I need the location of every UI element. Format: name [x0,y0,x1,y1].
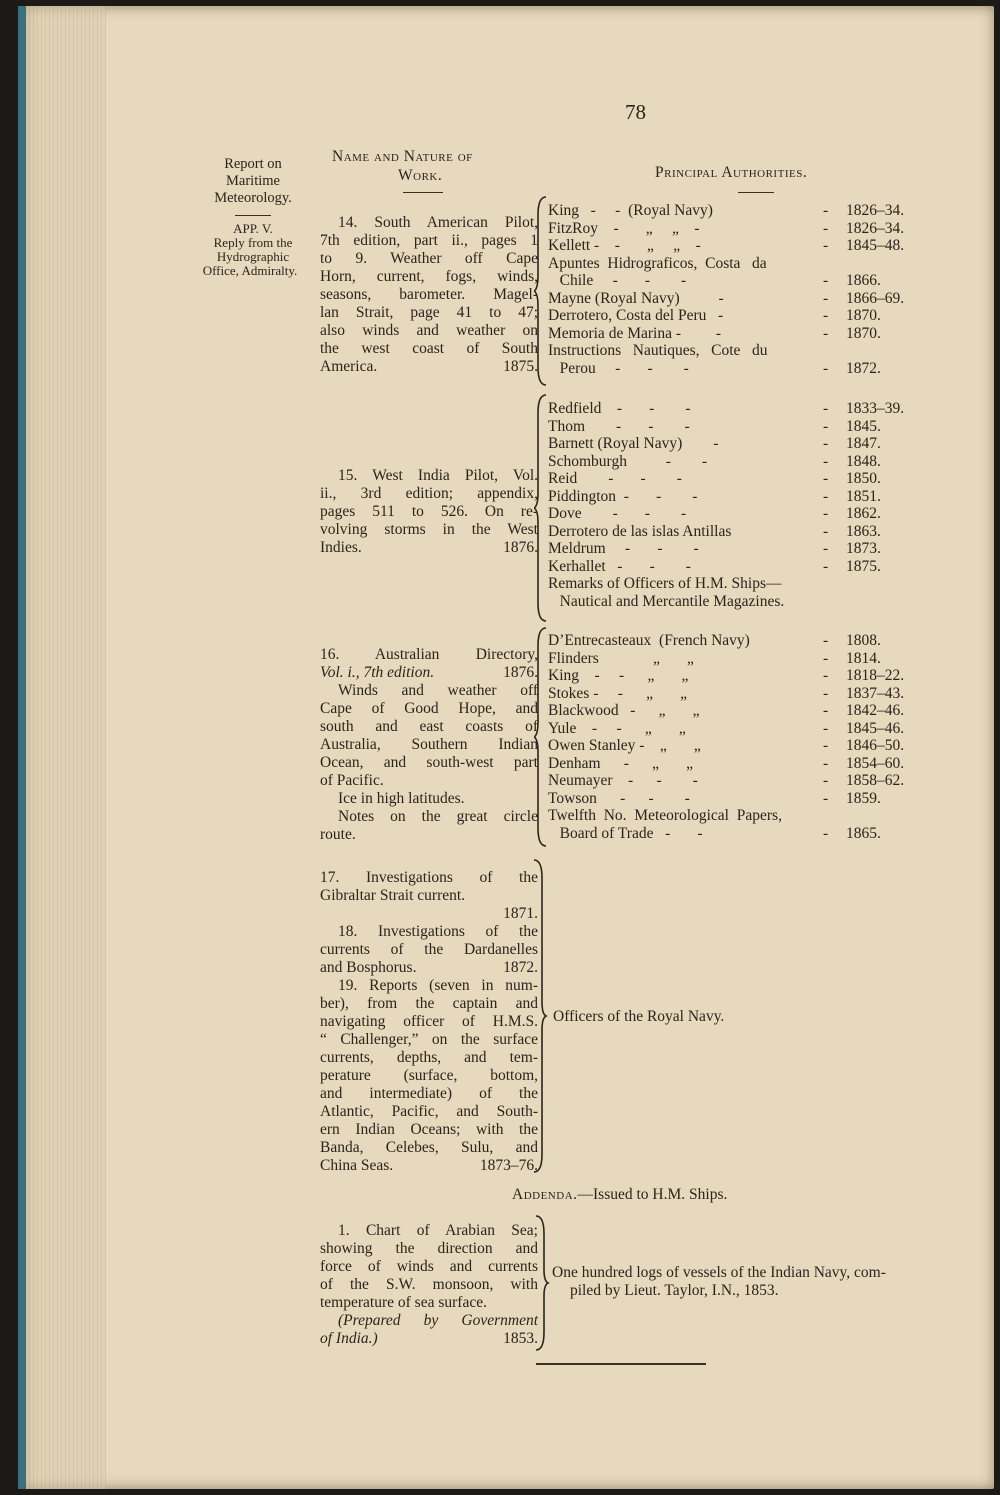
authority-row [548,720,918,738]
brace-addenda [534,1214,550,1352]
margin-app: APP. V. [233,221,273,236]
authority-dash: - [823,789,829,807]
authority-dash: - [823,307,829,324]
authority-row [548,360,918,378]
entry-16-line: Vol. i., 7th edition. [320,664,435,681]
authority-year: 1845. [846,417,881,435]
authority-dash: - [823,737,829,754]
authority-row [548,807,918,825]
text-line: 19. Reports (seven in num- [338,977,538,994]
authority-year: 1814. [846,649,881,667]
authority-dash: - [823,417,829,435]
authority-dash: - [823,719,829,737]
authority-row [548,272,918,290]
addenda-right-line2: piled by Lieut. Taylor, I.N., 1853. [570,1282,779,1299]
authority-dash: - [823,522,829,540]
addenda-entry [320,1222,538,1348]
entry-14 [320,214,538,376]
authority-name: Schomburgh - - [548,452,708,470]
authority-year: 1845–48. [846,237,905,254]
text-line: ii., 3rd edition; appendix, [320,485,538,502]
authority-year: 1866. [846,272,881,289]
authority-dash: - [823,289,829,307]
authority-name: Nautical and Mercantile Magazines. [548,592,785,610]
authority-name: Meldrum - - - [548,540,699,557]
authority-name: Instructions Nautiques, Cote du [548,342,768,359]
authority-dash: - [823,202,829,219]
entry-17-19 [320,869,538,1175]
text-line: Banda, Celebes, Sulu, and [320,1139,538,1156]
text-line: of the S.W. monsoon, with [320,1276,538,1293]
margin-reply: Hydrographic [216,249,290,264]
entry-19-last: China Seas. [320,1157,394,1174]
authority-dash: - [823,505,829,522]
authority-name: Reid - - - [548,470,682,487]
entry-16 [320,646,538,844]
authority-row [548,685,918,703]
book-spine [18,6,26,1489]
authority-dash: - [823,632,829,649]
authority-year: 1847. [846,435,881,452]
text-line: ber), from the captain and [320,995,538,1012]
authority-name: Blackwood - „ „ [548,702,700,719]
text-line: showing the direction and [320,1240,538,1257]
brace-17-19 [532,858,548,1174]
text-line: “ Challenger,” on the surface [320,1031,538,1048]
authority-row [548,702,918,720]
authority-row [548,325,918,343]
authority-row [548,290,918,308]
authority-row [548,593,918,611]
authorities-14 [548,202,918,377]
entry-18-year: 1872. [503,959,538,976]
text-line: perature (surface, bottom, [320,1067,538,1084]
authority-year: 1837–43. [846,684,905,702]
entry-16-year: 1876. [503,664,538,681]
addenda-right-line1: One hundred logs of vessels of the Indian Navy, com- [552,1264,886,1281]
authority-name: Apuntes Hidrograficos, Costa da [548,254,767,272]
entry-19-year: 1873–76. [479,1157,538,1174]
authority-name: Remarks of Officers of H.M. Ships— [548,575,782,592]
addenda-india: of India.) [320,1330,378,1347]
authority-row [548,202,918,220]
authority-row [548,755,918,773]
authority-row [548,418,918,436]
header-work: Work. [398,167,443,184]
header-name-nature: Name and Nature of [332,148,473,165]
authority-name: Barnett (Royal Navy) - [548,435,719,452]
authority-dash: - [823,400,829,417]
entry-15 [320,467,538,557]
addenda-prepared: (Prepared by Government [338,1312,538,1329]
authority-row [548,523,918,541]
authority-row [548,488,918,506]
authority-year: 1859. [846,789,881,807]
margin-rule [235,215,271,216]
authority-row [548,540,918,558]
authority-dash: - [823,452,829,470]
authorities-15 [548,400,918,610]
text-line: Horn, current, fogs, winds, [320,268,538,285]
addenda-line: temperature of sea surface. [320,1294,487,1311]
authority-year: 1866–69. [846,289,905,307]
text-line: 14. South American Pilot, [338,214,538,231]
authority-name: Yule - - „ „ [548,719,686,737]
authority-name: FitzRoy - „ „ - [548,219,700,237]
addenda-heading-rest: —Issued to H.M. Ships. [577,1186,728,1203]
entry-18-line: 18. Investigations of the [338,923,538,940]
margin-line: Meteorology. [214,190,292,206]
authority-name: Twelfth No. Meteorological Papers, [548,807,782,824]
text-line: ern Indian Oceans; with the [320,1121,538,1138]
authority-year: 1848. [846,452,881,470]
authority-name: Dove - - - [548,505,687,522]
authority-row [548,307,918,325]
authority-dash: - [823,470,829,487]
authority-row [548,632,918,650]
text-line: and intermediate) of the [320,1085,538,1102]
entry-17-line: 17. Investigations of the [320,869,538,886]
authority-name: Memoria de Marina - - [548,324,722,342]
text-line: navigating officer of H.M.S. [320,1013,538,1030]
authority-row [548,667,918,685]
authority-year: 1846–50. [846,737,905,754]
authority-row [548,400,918,418]
authority-dash: - [823,754,829,772]
authority-row [548,342,918,360]
authority-name: King - - (Royal Navy) [548,202,713,219]
text-line: 7th edition, part ii., pages 1 [320,232,538,249]
authority-year: 1826–34. [846,219,905,237]
authority-dash: - [823,237,829,254]
authority-row [548,575,918,593]
text-line: the west coast of South [320,340,538,357]
entry-15-year: 1876. [503,539,538,556]
entry-17-year: 1871. [503,905,538,922]
authority-dash: - [823,540,829,557]
margin-reply: Reply from the [213,235,293,250]
text-line: pages 511 to 526. On re- [320,503,538,520]
authority-row [548,737,918,755]
margin-line: Report on [224,156,282,172]
authority-dash: - [823,272,829,289]
authority-name: Flinders „ „ [548,649,694,667]
authority-name: Board of Trade - - [548,824,703,842]
header-rule [403,192,443,193]
authority-year: 1858–62. [846,772,905,789]
authority-dash: - [823,684,829,702]
entry-14-year: 1875. [503,358,538,375]
authority-name: Chile - - - [548,272,687,289]
authority-row [548,470,918,488]
authority-dash: - [823,359,829,377]
addenda-year: 1853. [503,1330,538,1347]
authority-name: King - - „ „ [548,667,689,684]
entry-17-line: Gibraltar Strait current. [320,887,466,904]
authority-year: 1865. [846,824,881,842]
page-number: 78 [625,100,646,124]
authority-name: Neumayer - - - [548,772,698,789]
authority-row [548,790,918,808]
authority-dash: - [823,487,829,505]
text-line: seasons, barometer. Magel- [320,286,538,303]
authority-year: 1842–46. [846,702,905,719]
authority-year: 1870. [846,307,881,324]
authority-dash: - [823,702,829,719]
bottom-rule [536,1363,706,1365]
margin-line: Maritime [226,173,280,189]
authority-year: 1850. [846,470,881,487]
authority-year: 1845–46. [846,719,905,737]
text-line: to 9. Weather off Cape [320,250,538,267]
entry-16-line: Ice in high latitudes. [338,790,465,807]
authority-year: 1863. [846,522,881,540]
officers-royal-navy: Officers of the Royal Navy. [553,1008,725,1025]
authority-year: 1854–60. [846,754,905,772]
entry-16-line: 16. Australian Directory, [320,646,538,663]
text-line: south and east coasts of [320,718,538,735]
authority-name: Stokes - - „ „ [548,684,688,702]
authority-dash: - [823,772,829,789]
text-line: Atlantic, Pacific, and South- [320,1103,538,1120]
text-line: volving storms in the West [320,521,538,538]
authority-year: 1870. [846,324,881,342]
text-line: Australia, Southern Indian [320,736,538,753]
authority-dash: - [823,557,829,575]
authority-year: 1862. [846,505,881,522]
authority-row [548,825,918,843]
text-line: Ocean, and south-west part [320,754,538,771]
entry-14-last: America. [320,358,378,375]
authority-name: Mayne (Royal Navy) - [548,289,724,307]
authority-name: Perou - - - [548,359,689,377]
text-line: force of winds and currents [320,1258,538,1275]
text-line: currents, depths, and tem- [320,1049,538,1066]
authority-name: Redfield - - - [548,400,691,417]
authority-year: 1872. [846,359,881,377]
margin-note [198,156,308,278]
authority-row [548,650,918,668]
authority-row [548,558,918,576]
text-line: Winds and weather off [338,682,538,699]
text-line: also winds and weather on [320,322,538,339]
addenda-heading-sc: Addenda. [512,1186,578,1203]
authority-dash: - [823,435,829,452]
authority-row [548,772,918,790]
authority-row [548,237,918,255]
entry-16-line: Notes on the great circle [338,808,538,825]
entry-18-line: and Bosphorus. [320,959,417,976]
authority-dash: - [823,667,829,684]
entry-16-line: of Pacific. [320,772,384,789]
authority-row [548,505,918,523]
authority-row [548,453,918,471]
authority-name: Denham - „ „ [548,754,694,772]
authority-name: Derrotero de las islas Antillas [548,522,732,540]
addenda-heading [512,1186,727,1204]
entry-15-last: Indies. [320,539,362,556]
authority-year: 1873. [846,540,881,557]
authority-year: 1808. [846,632,881,649]
authority-dash: - [823,824,829,842]
authority-name: Kellett - - „ „ - [548,237,701,254]
authority-name: D’Entrecasteaux (French Navy) [548,632,750,649]
authorities-16 [548,632,918,842]
header-rule [738,192,774,193]
entry-16-line: route. [320,826,356,843]
authority-row [548,255,918,273]
authority-name: Piddington - - - [548,487,698,505]
text-line: Cape of Good Hope, and [320,700,538,717]
authority-name: Derrotero, Costa del Peru - [548,307,724,324]
text-line: 1. Chart of Arabian Sea; [338,1222,538,1239]
header-principal-authorities: Principal Authorities. [655,164,808,181]
authority-row [548,220,918,238]
authority-name: Kerhallet - - - [548,557,691,575]
authority-name: Thom - - - [548,417,690,435]
authority-year: 1818–22. [846,667,905,684]
entry-18-line: currents of the Dardanelles [320,941,538,958]
authority-year: 1833–39. [846,400,905,417]
text-line: lan Strait, page 41 to 47; [320,304,538,321]
authority-row [548,435,918,453]
text-line: 15. West India Pilot, Vol. [338,467,538,484]
authority-year: 1875. [846,557,881,575]
page-edges [26,6,106,1489]
authority-year: 1826–34. [846,202,905,219]
authority-name: Owen Stanley - „ „ [548,737,701,754]
margin-reply: Office, Admiralty. [202,263,298,278]
authority-dash: - [823,649,829,667]
authority-name: Towson - - - [548,789,690,807]
authority-dash: - [823,219,829,237]
authority-year: 1851. [846,487,881,505]
authority-dash: - [823,324,829,342]
